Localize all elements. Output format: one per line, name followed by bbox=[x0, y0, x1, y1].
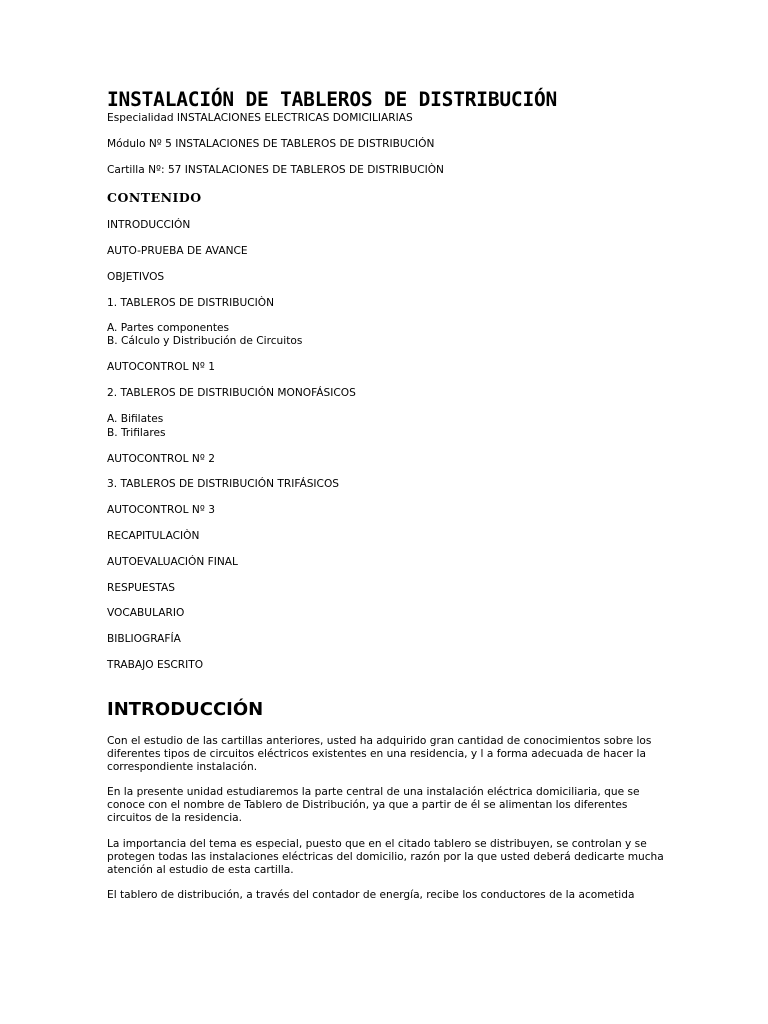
intro-paragraph: La importancia del tema es especial, puesto que en el citado tablero se distribuyen, se controlan y se protegen todas las instalaciones eléctricas del domicilio, razón por la que usted deberá dedicarte mucha atención al estudio de esta cartilla. bbox=[107, 838, 664, 876]
introduction-heading: INTRODUCCIÓN bbox=[107, 699, 264, 720]
toc-item: B. Cálculo y Distribución de Circuitos bbox=[107, 335, 303, 347]
toc-item: AUTOCONTROL Nº 3 bbox=[107, 504, 215, 516]
specialty-line: Especialidad INSTALACIONES ELECTRICAS DOMICILIARIAS bbox=[107, 112, 413, 124]
toc-item: 3. TABLEROS DE DISTRIBUCIÓN TRIFÁSICOS bbox=[107, 478, 340, 490]
intro-paragraph: En la presente unidad estudiaremos la parte central de una instalación eléctrica domiciliaria, que se conoce con el nombre de Tablero de Distribución, ya que a partir de él se alimentan los diferentes circuitos de la residencia. bbox=[107, 786, 640, 824]
toc-item: AUTOEVALUACIÓN FINAL bbox=[107, 556, 238, 568]
toc-item: INTRODUCCIÓN bbox=[107, 219, 191, 231]
toc-item: RESPUESTAS bbox=[107, 582, 175, 594]
toc-item: RECAPITULACIÒN bbox=[107, 530, 200, 542]
toc-item: AUTOCONTROL Nº 2 bbox=[107, 453, 215, 465]
toc-item: A. Bifilates bbox=[107, 413, 164, 425]
toc-item: 2. TABLEROS DE DISTRIBUCIÓN MONOFÁSICOS bbox=[107, 387, 356, 399]
toc-item: TRABAJO ESCRITO bbox=[107, 659, 204, 671]
toc-item: VOCABULARIO bbox=[107, 607, 185, 619]
intro-paragraph: El tablero de distribución, a través del contador de energía, recibe los conductores de la acometida bbox=[107, 889, 635, 901]
toc-item: AUTO-PRUEBA DE AVANCE bbox=[107, 245, 248, 257]
toc-item: OBJETIVOS bbox=[107, 271, 165, 283]
document-title: INSTALACIÓN DE TABLEROS DE DISTRIBUCIÓN bbox=[107, 88, 558, 111]
intro-paragraph: Con el estudio de las cartillas anteriores, usted ha adquirido gran cantidad de conocimientos sobre los diferentes tipos de circuitos eléctricos existentes en una residencia, y l a forma adecuada de hacer la correspondiente instalación. bbox=[107, 735, 652, 773]
module-line: Módulo Nº 5 INSTALACIONES DE TABLEROS DE DISTRIBUCIÓN bbox=[107, 138, 435, 150]
toc-item: AUTOCONTROL Nº 1 bbox=[107, 361, 215, 373]
contents-heading: CONTENIDO bbox=[107, 190, 202, 205]
booklet-line: Cartilla Nº: 57 INSTALACIONES DE TABLEROS DE DISTRIBUCIÒN bbox=[107, 164, 444, 176]
toc-item: A. Partes componentes bbox=[107, 322, 230, 334]
toc-item: 1. TABLEROS DE DISTRIBUCIÒN bbox=[107, 297, 275, 309]
toc-item: B. Trifilares bbox=[107, 427, 166, 439]
toc-item: BIBLIOGRAFÍA bbox=[107, 633, 181, 645]
